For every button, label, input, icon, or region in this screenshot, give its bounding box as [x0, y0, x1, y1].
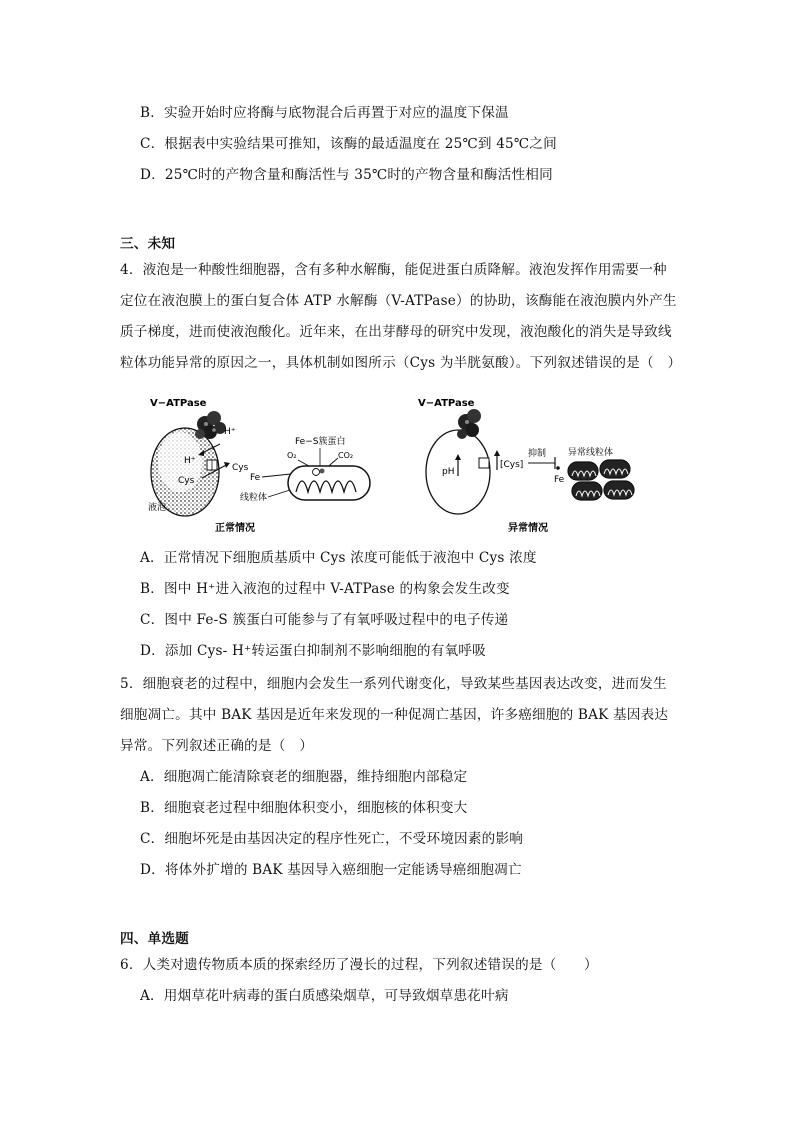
- abnormal-caption: 异常情况: [508, 523, 548, 534]
- section-title-unknown: 三、未知: [120, 236, 176, 252]
- fes-protein-label: Fe−S簇蛋白: [295, 437, 346, 447]
- ph-label: pH: [442, 467, 455, 477]
- q4-option-b: B．图中 H⁺进入液泡的过程中 V-ATPase 的构象会发生改变: [140, 581, 510, 597]
- vatpase-complex-abnormal: [457, 409, 481, 439]
- fe-label-left: Fe: [250, 473, 261, 483]
- abnormal-vatpase-label: V−ATPase: [418, 398, 475, 409]
- co2-label: CO₂: [338, 451, 354, 460]
- q4-option-c: C．图中 Fe-S 簇蛋白可能参与了有氧呼吸过程中的电子传递: [140, 612, 509, 628]
- q5-stem-line1: 5．细胞衰老的过程中，细胞内会发生一系列代谢变化，导致某些基因表达改变，进而发生: [120, 676, 667, 692]
- q5-option-c: C．细胞坏死是由基因决定的程序性死亡，不受环境因素的影响: [140, 831, 524, 847]
- cys-h-transporter-abnormal: [479, 458, 489, 468]
- h-plus-out: H⁺: [224, 427, 236, 437]
- q5-stem-line2: 细胞凋亡。其中 BAK 基因是近年来发现的一种促凋亡基因，许多癌细胞的 BAK 基因表达: [120, 707, 669, 723]
- abnormal-mitochondria-cluster: [568, 460, 634, 500]
- o2-label: O₂: [287, 451, 297, 460]
- vacuole-label: 液泡: [148, 503, 167, 513]
- q4-option-d: D．添加 Cys- H⁺转运蛋白抑制剂不影响细胞的有氧呼吸: [140, 643, 486, 659]
- vacuole-mitochondria-figure: [140, 392, 640, 537]
- q5-option-d: D．将体外扩增的 BAK 基因导入癌细胞一定能诱导癌细胞凋亡: [140, 862, 522, 878]
- abnormal-panel: [418, 398, 634, 534]
- q5-option-b: B．细胞衰老过程中细胞体积变小，细胞核的体积变大: [140, 800, 468, 816]
- abnormal-mito-label: 异常线粒体: [568, 448, 614, 458]
- normal-panel: [148, 398, 370, 534]
- vatpase-complex-normal: [195, 411, 226, 439]
- cys-concentration: [Cys]: [500, 460, 524, 470]
- q6-option-a: A．用烟草花叶病毒的蛋白质感染烟草，可导致烟草患花叶病: [140, 988, 509, 1004]
- q4-stem-line1: 4．液泡是一种酸性细胞器，含有多种水解酶，能促进蛋白质降解。液泡发挥作用需要一种: [120, 262, 667, 278]
- normal-caption: 正常情况: [215, 523, 255, 534]
- fe-label-right: Fe: [554, 475, 565, 485]
- q4-stem-line2: 定位在液泡膜上的蛋白复合体 ATP 水解酶（V-ATPase）的协助，该酶能在液泡膜内外产生: [120, 293, 677, 309]
- q3-option-c: C．根据表中实验结果可推知，该酶的最适温度在 25℃到 45℃之间: [140, 136, 557, 152]
- normal-vatpase-label: V−ATPase: [150, 398, 207, 409]
- q3-option-d: D．25℃时的产物含量和酶活性与 35℃时的产物含量和酶活性相同: [140, 167, 553, 183]
- q4-stem-line4: 粒体功能异常的原因之一，具体机制如图所示（Cys 为半胱氨酸）。下列叙述错误的是（ ）: [120, 355, 682, 371]
- cys-inside: Cys: [178, 476, 195, 486]
- q5-option-a: A．细胞凋亡能清除衰老的细胞器，维持细胞内部稳定: [140, 769, 468, 785]
- q4-option-a: A．正常情况下细胞质基质中 Cys 浓度可能低于液泡中 Cys 浓度: [140, 550, 537, 566]
- q5-stem-line3: 异常。下列叙述正确的是（ ）: [120, 738, 314, 754]
- q4-stem-line3: 质子梯度，进而使液泡酸化。近年来，在出芽酵母的研究中发现，液泡酸化的消失是导致线: [120, 324, 672, 340]
- q6-stem-line1: 6．人类对遗传物质本质的探索经历了漫长的过程，下列叙述错误的是（ ）: [120, 957, 598, 973]
- q3-option-b: B．实验开始时应将酶与底物混合后再置于对应的温度下保温: [140, 105, 509, 121]
- mitochondrion-label: 线粒体: [240, 493, 268, 503]
- h-plus-in: H⁺: [184, 456, 196, 466]
- cys-outside: Cys: [232, 463, 249, 473]
- section-title-single-choice: 四、单选题: [120, 931, 189, 947]
- inhibit-label: 抑制: [528, 449, 547, 459]
